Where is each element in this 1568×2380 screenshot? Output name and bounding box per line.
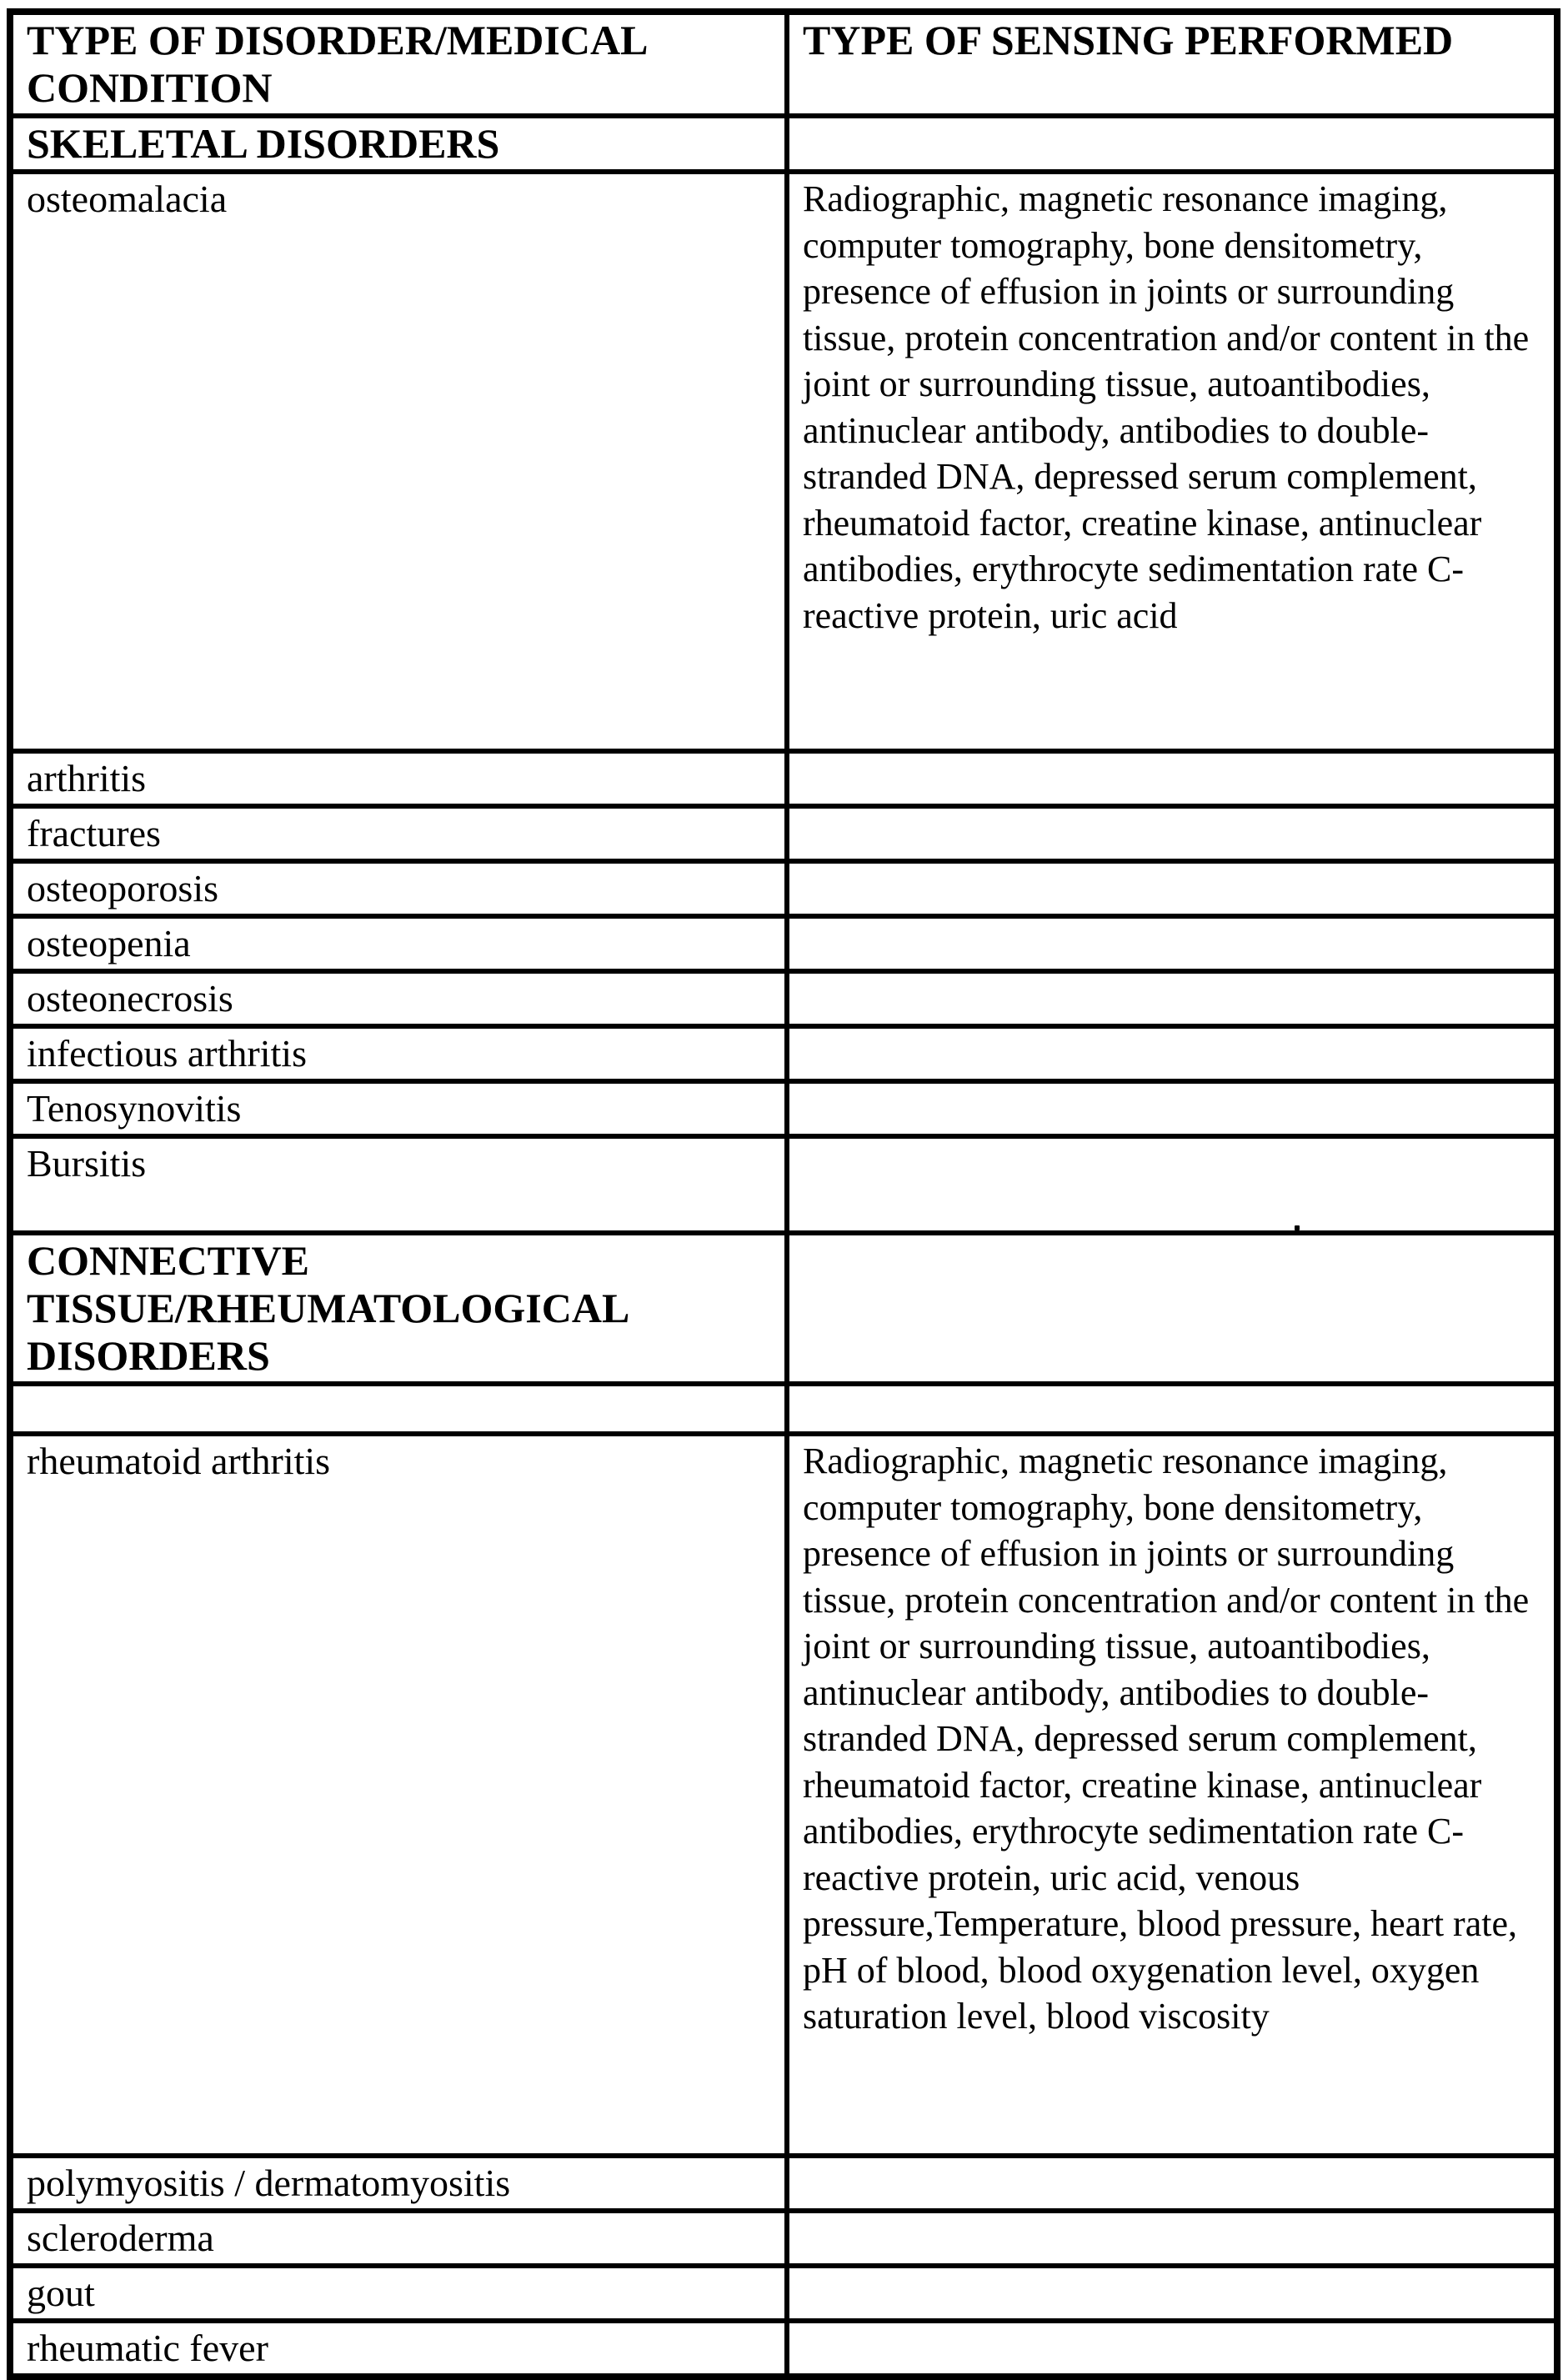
header-sensing-cell: TYPE OF SENSING PERFORMED [787, 12, 1557, 116]
row-gout [10, 2266, 1557, 2321]
sensing-cell [787, 2156, 1557, 2211]
condition-cell: osteopenia [10, 916, 787, 971]
row-connective-section [10, 1233, 1557, 1384]
row-scleroderma [10, 2211, 1557, 2266]
condition-cell: scleroderma [10, 2211, 787, 2266]
row-bursitis [10, 1136, 1557, 1233]
sensing-cell [787, 751, 1557, 806]
condition-cell: fractures [10, 806, 787, 861]
sensing-cell [787, 1384, 1557, 1434]
condition-cell: Tenosynovitis [10, 1081, 787, 1136]
condition-cell: SKELETAL DISORDERS [10, 116, 787, 172]
condition-cell: rheumatic fever [10, 2321, 787, 2377]
row-infectious-arthritis [10, 1026, 1557, 1081]
sensing-cell [787, 971, 1557, 1026]
sensing-cell [787, 861, 1557, 916]
sensing-cell: Radiographic, magnetic resonance imaging, computer tomography, bone densitometry, presence of effusion in joints or surrounding tissue, protein concentration and/or content in the joint or surrounding tissue, autoantibodies, antinuclear antibody, antibodies to double-stranded DNA, depressed serum complement, rheumatoid factor, creatine kinase, antinuclear antibodies, erythrocyte sedimentation rate C-reactive protein, uric acid [787, 172, 1557, 751]
condition-cell: gout [10, 2266, 787, 2321]
header-condition-cell: TYPE OF DISORDER/MEDICAL CONDITION [10, 12, 787, 116]
sensing-cell [787, 1233, 1557, 1384]
sensing-cell [787, 2211, 1557, 2266]
sensing-cell [787, 2266, 1557, 2321]
row-osteomalacia [10, 172, 1557, 751]
sensing-cell [787, 1026, 1557, 1081]
condition-cell: CONNECTIVE TISSUE/RHEUMATOLOGICAL DISORDERS [10, 1233, 787, 1384]
condition-cell: arthritis [10, 751, 787, 806]
row-tenosynovitis [10, 1081, 1557, 1136]
sensing-cell [787, 916, 1557, 971]
sensing-cell [787, 2321, 1557, 2377]
condition-cell: osteoporosis [10, 861, 787, 916]
condition-cell: infectious arthritis [10, 1026, 787, 1081]
condition-cell: polymyositis / dermatomyositis [10, 2156, 787, 2211]
row-osteoporosis [10, 861, 1557, 916]
row-osteonecrosis [10, 971, 1557, 1026]
row-rheumatoid-arthritis [10, 1434, 1557, 2156]
condition-cell: Bursitis [10, 1136, 787, 1233]
row-empty [10, 1384, 1557, 1434]
sensing-cell [787, 1081, 1557, 1136]
row-fractures [10, 806, 1557, 861]
row-osteopenia [10, 916, 1557, 971]
sensing-cell: Radiographic, magnetic resonance imaging, computer tomography, bone densitometry, presence of effusion in joints or surrounding tissue, protein concentration and/or content in the joint or surrounding tissue, autoantibodies, antinuclear antibody, antibodies to double-stranded DNA, depressed serum complement, rheumatoid factor, creatine kinase, antinuclear antibodies, erythrocyte sedimentation rate C-reactive protein, uric acid, venous pressure,Temperature, blood pressure, heart rate, pH of blood, blood oxygenation level, oxygen saturation level, blood viscosity [787, 1434, 1557, 2156]
scan-artifact-dot [1295, 1225, 1300, 1230]
row-skeletal-disorders [10, 116, 1557, 172]
condition-cell [10, 1384, 787, 1434]
sensing-cell [787, 1136, 1557, 1233]
row-arthritis [10, 751, 1557, 806]
condition-cell: rheumatoid arthritis [10, 1434, 787, 2156]
sensing-cell [787, 806, 1557, 861]
row-rheumatic-fever [10, 2321, 1557, 2377]
row-header [10, 12, 1557, 116]
disorder-sensing-table [7, 8, 1560, 2380]
row-polymyositis-dermatomyositis [10, 2156, 1557, 2211]
sensing-cell [787, 116, 1557, 172]
condition-cell: osteonecrosis [10, 971, 787, 1026]
condition-cell: osteomalacia [10, 172, 787, 751]
